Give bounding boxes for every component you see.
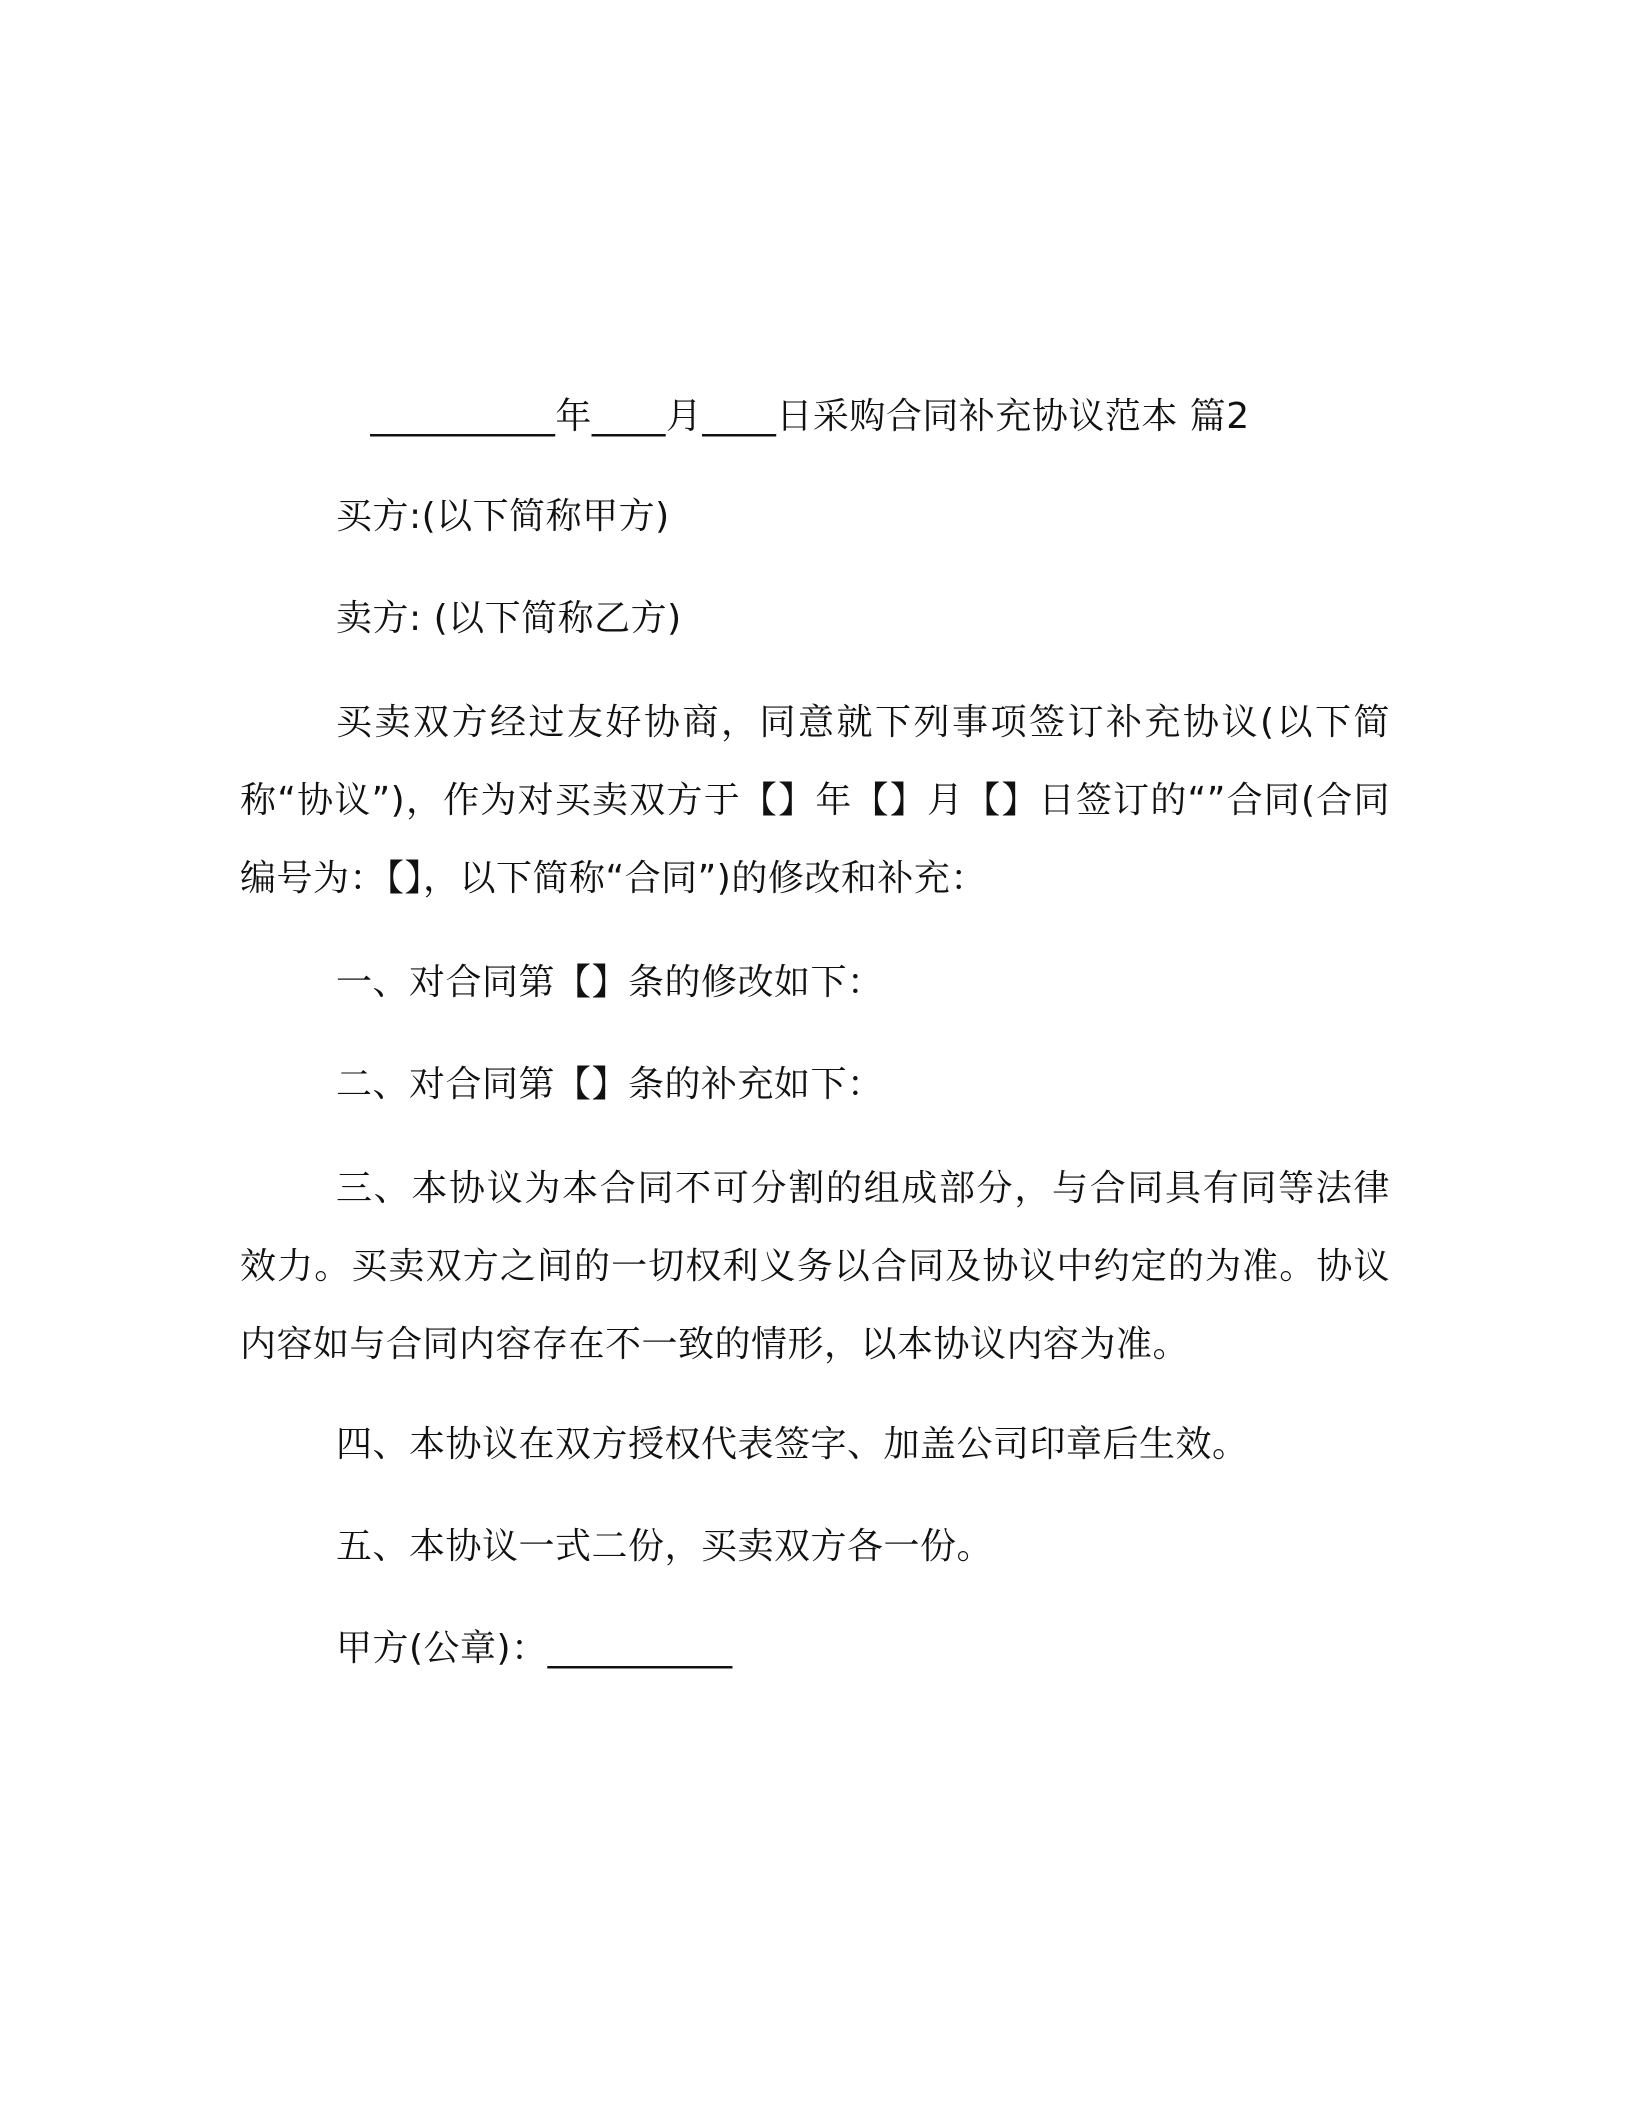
clause-4: 四、本协议在双方授权代表签字、加盖公司印章后生效。: [336, 1424, 1249, 1465]
party-a-seal-line: 甲方(公章)：__________: [336, 1628, 733, 1669]
clause-1: 一、对合同第【】条的修改如下：: [336, 962, 884, 1003]
clause-2: 二、对合同第【】条的补充如下：: [336, 1064, 884, 1105]
clause-5: 五、本协议一式二份，买卖双方各一份。: [336, 1526, 994, 1567]
clause-3: 三、本协议为本合同不可分割的组成部分，与合同具有同等法律效力。买卖双方之间的一切权利义务以合同及协议中约定的为准。协议内容如与合同内容存在不一致的情形，以本协议内容为准。: [240, 1168, 1390, 1365]
document-title: __________年____月____日采购合同补充协议范本 篇2: [370, 396, 1250, 437]
intro-paragraph: 买卖双方经过友好协商，同意就下列事项签订补充协议(以下简称“协议”)，作为对买卖双方于【】年【】月【】日签订的“”合同(合同编号为：【】，以下简称“合同”)的修改和补充：: [240, 702, 1390, 899]
buyer-line: 买方:(以下简称甲方): [336, 496, 670, 537]
seller-line: 卖方: (以下简称乙方): [336, 598, 682, 639]
